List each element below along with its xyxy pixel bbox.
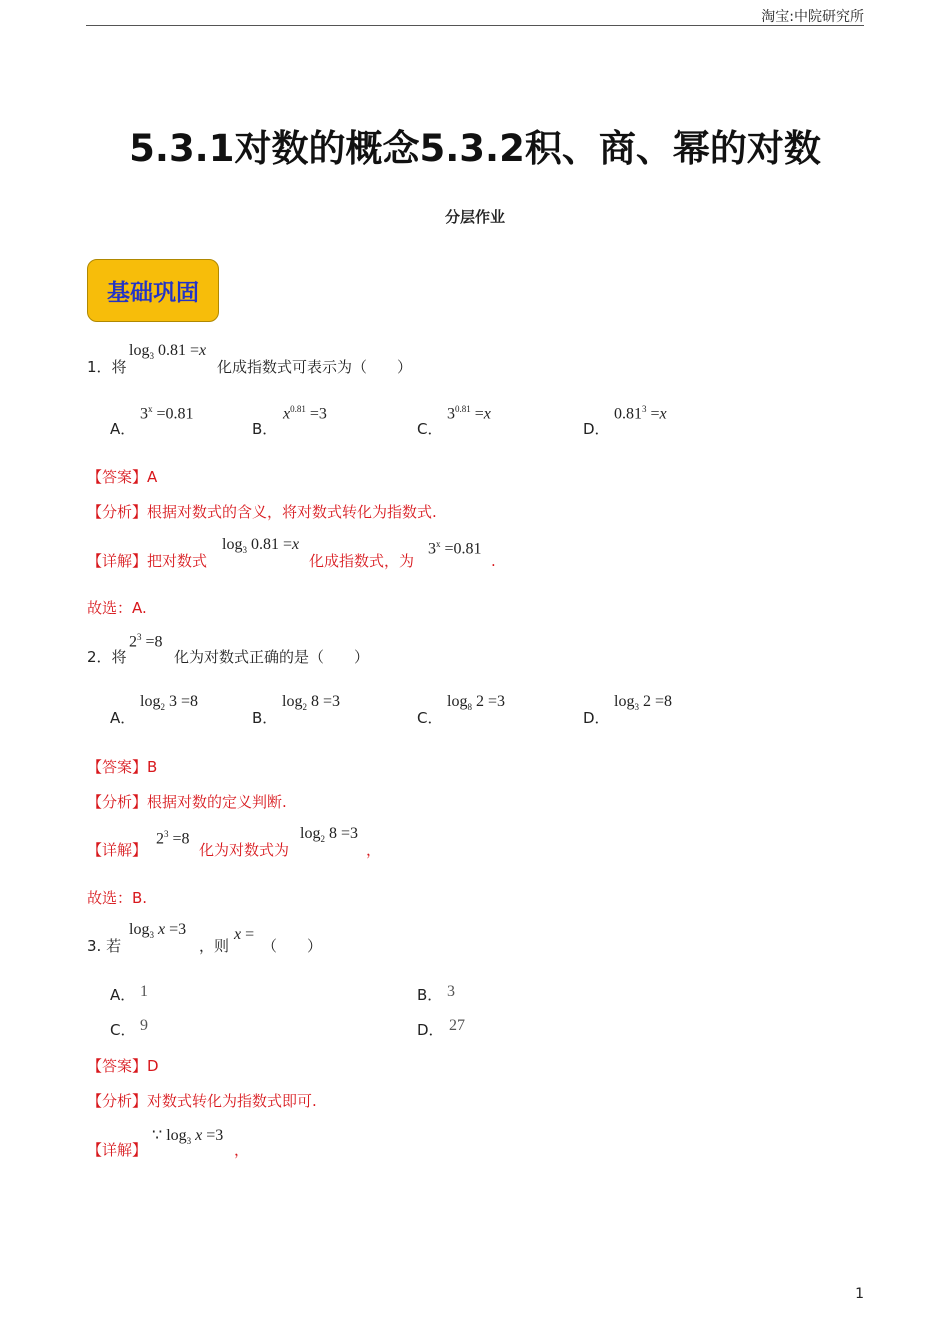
q3-option-d-label: D． xyxy=(417,1021,444,1039)
q3-detail-end: ， xyxy=(234,1141,250,1159)
q1-detail-mid: 化成指数式，为 xyxy=(309,552,415,570)
q3-option-c: 9 xyxy=(140,1017,148,1034)
q1-option-c-label: C． xyxy=(417,420,443,438)
q2-analysis: 【分析】根据对数的定义判断. xyxy=(87,793,287,811)
q1-option-d: $0.81^3 =x$ xyxy=(614,404,667,423)
page-number: 1 xyxy=(855,1286,864,1302)
q2-choice: 故选：B. xyxy=(87,889,148,907)
q2-option-a: $\log_2 3 =8$ xyxy=(140,693,198,713)
page-subtitle: 分层作业 xyxy=(444,208,505,226)
q3-option-c-label: C． xyxy=(110,1021,136,1039)
q1-option-c: $3^{0.81} =x$ xyxy=(447,404,491,423)
q1-suffix: 化成指数式可表示为（ ） xyxy=(217,358,413,376)
q3-option-a: 1 xyxy=(140,983,148,1000)
q2-option-d: $\log_3 2 =8$ xyxy=(614,693,672,713)
q1-option-a: $3^x =0.81$ xyxy=(140,404,194,423)
q3-option-d: 27 xyxy=(449,1017,465,1034)
header-shop-label: 淘宝:中院研究所 xyxy=(761,9,864,25)
q3-answer: 【答案】D xyxy=(87,1057,159,1075)
q2-suffix: 化为对数式正确的是（ ） xyxy=(174,648,370,666)
q1-detail-label: 【详解】把对数式 xyxy=(87,552,208,570)
q2-detail-label: 【详解】 xyxy=(87,841,148,859)
q2-detail-mid: 化为对数式为 xyxy=(199,841,290,859)
q1-detail-expr1: $\log_3 0.81 =x$ xyxy=(222,536,300,556)
q3-analysis: 【分析】对数式转化为指数式即可. xyxy=(87,1092,317,1110)
q2-option-d-label: D． xyxy=(583,709,610,727)
q3-suffix: （ ） xyxy=(262,937,323,955)
q3-option-b-label: B． xyxy=(417,986,443,1004)
q1-option-b: $x^{0.81} =3$ xyxy=(283,404,327,423)
q3-variable: x = xyxy=(234,926,255,943)
q2-prefix: 2．将 xyxy=(87,648,127,666)
q1-option-d-label: D． xyxy=(583,420,610,438)
q2-detail-end: ， xyxy=(366,841,382,859)
q3-option-a-label: A． xyxy=(110,986,136,1004)
q2-option-a-label: A． xyxy=(110,709,136,727)
page-title: 5.3.1对数的概念5.3.2积、商、幂的对数 xyxy=(129,127,821,170)
q2-detail-expr1: $2^3 =8$ xyxy=(156,829,190,848)
q1-choice: 故选：A. xyxy=(87,599,147,617)
q1-option-a-label: A． xyxy=(110,420,136,438)
q1-option-b-label: B． xyxy=(252,420,278,438)
q3-expression: $\log_3 x =3$ xyxy=(129,921,187,941)
q2-expression: $2^3 =8$ xyxy=(129,632,163,651)
q2-option-b: $\log_2 8 =3$ xyxy=(282,693,340,713)
q1-analysis: 【分析】根据对数式的含义，将对数式转化为指数式. xyxy=(87,503,437,521)
q3-detail-expr: ∵ $\log_3 x =3$ xyxy=(152,1127,224,1147)
q1-prefix: 1．将 xyxy=(87,358,127,376)
q1-expression: $\log_3 0.81 =x$ xyxy=(129,342,207,362)
q3-detail-label: 【详解】 xyxy=(87,1141,148,1159)
q2-option-c-label: C． xyxy=(417,709,443,727)
q2-detail-expr2: $\log_2 8 =3$ xyxy=(300,825,358,845)
q3-mid: ，则 xyxy=(199,937,230,955)
q3-prefix: 3. 若 xyxy=(87,937,122,955)
q1-detail-end: . xyxy=(491,552,496,570)
q1-detail-expr2: $3^x =0.81$ xyxy=(428,539,482,558)
section-badge: 基础巩固 xyxy=(87,259,219,322)
q1-answer: 【答案】A xyxy=(87,468,158,486)
header-divider xyxy=(86,25,864,26)
q3-option-b: 3 xyxy=(447,983,455,1000)
q2-option-b-label: B． xyxy=(252,709,278,727)
q2-option-c: $\log_8 2 =3$ xyxy=(447,693,505,713)
q2-answer: 【答案】B xyxy=(87,758,158,776)
